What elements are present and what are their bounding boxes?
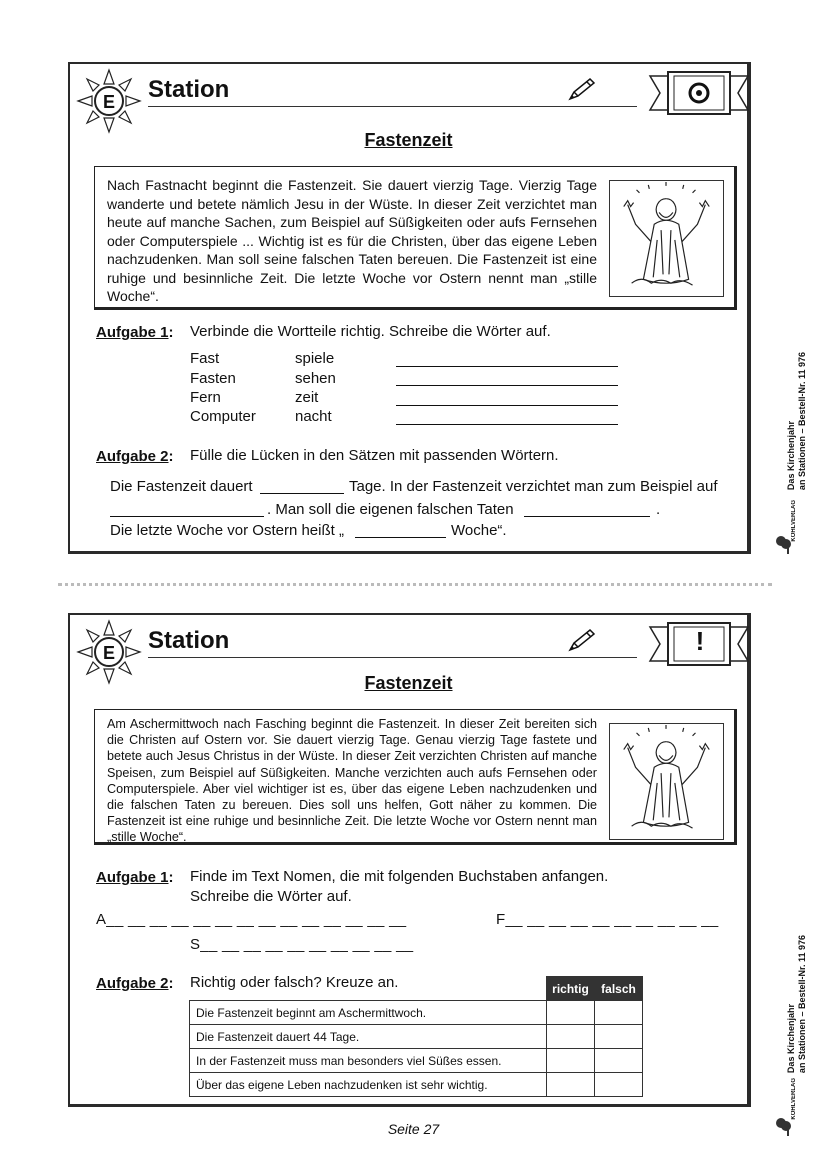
- sun-letter: E: [102, 92, 115, 112]
- task1-instruction-line1: Finde im Text Nomen, die mit folgenden Buchstaben anfangen.: [190, 868, 609, 885]
- side-title: Das Kirchenjahr: [786, 1004, 796, 1074]
- task1-label: Aufgabe 1: [96, 869, 169, 886]
- task2-colon: :: [168, 975, 174, 992]
- side-order-number: an Stationen – Bestell-Nr. 11 976: [797, 352, 807, 491]
- answer-line[interactable]: [396, 424, 618, 425]
- station-card-2: [68, 613, 751, 1107]
- jesus-praying-illustration: [609, 723, 724, 840]
- publisher-name: KOHLVERLAG: [791, 1078, 797, 1120]
- table-row: [190, 1049, 643, 1073]
- station-title: Station: [148, 76, 230, 103]
- word-left-1: Fast: [190, 350, 220, 367]
- station-card-1: [68, 62, 751, 554]
- task2-label: Aufgabe 2: [96, 975, 169, 992]
- publisher-tree-logo-icon: [774, 532, 794, 556]
- publisher-name: KOHLVERLAG: [791, 500, 797, 542]
- gap-line[interactable]: [524, 516, 650, 517]
- title-rule: [148, 106, 637, 107]
- jesus-praying-illustration: [609, 180, 724, 297]
- task2-colon: :: [168, 448, 174, 465]
- cloze-line1-start: Die Fastenzeit dauert: [110, 478, 253, 495]
- pencil-icon: [567, 627, 597, 653]
- answer-line[interactable]: [396, 366, 618, 367]
- letter-f-blanks[interactable]: F__ __ __ __ __ __ __ __ __ __: [496, 911, 719, 928]
- word-right-1: spiele: [295, 350, 335, 367]
- task2-label: Aufgabe 2: [96, 448, 169, 465]
- cut-line-divider: [58, 583, 772, 586]
- letter-a-blanks[interactable]: A__ __ __ __ __ __ __ __ __ __ __ __ __ __: [96, 911, 407, 928]
- table-row: [190, 1025, 643, 1049]
- checkbox-falsch[interactable]: [595, 1073, 643, 1097]
- true-false-table: [189, 976, 643, 1097]
- statement-cell: Über das eigene Leben nachzudenken ist sehr wichtig.: [190, 1073, 547, 1097]
- word-left-3: Fern: [190, 389, 221, 406]
- reading-text-box: [94, 166, 737, 310]
- banner-exclamation: !: [695, 626, 705, 656]
- checkbox-richtig[interactable]: [547, 1073, 595, 1097]
- cloze-line2-mid: . Man soll die eigenen falschen Taten: [267, 501, 514, 518]
- cloze-line3-start: Die letzte Woche vor Ostern heißt „: [110, 522, 344, 539]
- table-row: [190, 1073, 643, 1097]
- page-number: Seite 27: [387, 1121, 440, 1137]
- reading-text-box: [94, 709, 737, 845]
- task1-instruction-line2: Schreibe die Wörter auf.: [190, 888, 352, 905]
- gap-line[interactable]: [355, 537, 446, 538]
- ribbon-banner: [648, 70, 750, 116]
- word-right-4: nacht: [295, 408, 332, 425]
- statement-cell: Die Fastenzeit dauert 44 Tage.: [190, 1025, 547, 1049]
- table-row: [190, 1001, 643, 1025]
- answer-line[interactable]: [396, 405, 618, 406]
- statement-cell: In der Fastenzeit muss man besonders viel Süßes essen.: [190, 1049, 547, 1073]
- reading-paragraph: Nach Fastnacht beginnt die Fastenzeit. Sie dauert vierzig Tage. Vierzig Tage wanderte und betete nämlich Jesu in der Wüste. In dieser Zeit verzichtet man heute auf manche Sachen, zum Beispiel auf Süßigkeiten oder aufs Fernsehen oder Computerspiele ... Wichtig ist es für die Christen, über das eigene Leben nachzudenken. Man soll seine falschen Taten bereuen. Die Fastenzeit ist eine ruhige und besinnliche Zeit. Die letzte Woche vor Ostern nennt man „stille Woche“.: [107, 177, 597, 304]
- subject-title: Fastenzeit: [364, 130, 453, 150]
- side-title: Das Kirchenjahr: [786, 421, 796, 491]
- checkbox-falsch[interactable]: [595, 1025, 643, 1049]
- cloze-line3-end: Woche“.: [451, 522, 507, 539]
- statement-cell: Die Fastenzeit beginnt am Aschermittwoch.: [190, 1001, 547, 1025]
- letter-s-blanks[interactable]: S__ __ __ __ __ __ __ __ __ __: [190, 936, 414, 953]
- side-order-number: an Stationen – Bestell-Nr. 11 976: [797, 935, 807, 1074]
- title-rule: [148, 657, 637, 658]
- task1-label: Aufgabe 1: [96, 324, 169, 341]
- station-title: Station: [148, 627, 230, 654]
- checkbox-richtig[interactable]: [547, 1001, 595, 1025]
- task2-instruction: Richtig oder falsch? Kreuze an.: [190, 974, 399, 991]
- reading-paragraph: Am Aschermittwoch nach Fasching beginnt die Fastenzeit. In dieser Zeit bereiten sich die Christen auf Ostern vor. Sie dauert vierzig Tage. Genau vierzig Tage fastete und betete auch Jesus Christus in der Wüste. In dieser Zeit verzichten Christen auf manche Speisen, zum Beispiel auf Süßigkeiten. Manche verzichten auch aufs Fernsehen oder Computerspiele. Aber viel wichtiger ist es, über das eigene Leben nachzudenken und die falschen Taten zu bereuen. Dies soll uns helfen, Gott näher zu kommen. Die Fastenzeit ist eine ruhige und besinnliche Zeit. Die letzte Woche vor Ostern nennt man „stille Woche“.: [107, 717, 597, 845]
- word-right-3: zeit: [295, 389, 319, 406]
- pencil-icon: [567, 76, 597, 102]
- gap-line[interactable]: [110, 516, 264, 517]
- column-falsch: falsch: [595, 977, 643, 1001]
- checkbox-falsch[interactable]: [595, 1001, 643, 1025]
- word-left-4: Computer: [190, 408, 256, 425]
- column-richtig: richtig: [547, 977, 595, 1001]
- task1-colon: :: [168, 324, 174, 341]
- task1-colon: :: [168, 869, 174, 886]
- subject-title: Fastenzeit: [364, 673, 453, 693]
- task1-instruction: Verbinde die Wortteile richtig. Schreibe die Wörter auf.: [190, 323, 551, 340]
- answer-line[interactable]: [396, 385, 618, 386]
- word-right-2: sehen: [295, 370, 336, 387]
- checkbox-richtig[interactable]: [547, 1025, 595, 1049]
- sun-letter: E: [102, 643, 115, 663]
- checkbox-richtig[interactable]: [547, 1049, 595, 1073]
- side-publication-note: [786, 935, 808, 1073]
- side-publication-note: [786, 352, 808, 490]
- gap-line[interactable]: [260, 493, 344, 494]
- cloze-line2-end: .: [656, 501, 661, 518]
- checkbox-falsch[interactable]: [595, 1049, 643, 1073]
- cloze-line1-end: Tage. In der Fastenzeit verzichtet man zum Beispiel auf: [349, 478, 718, 495]
- task2-instruction: Fülle die Lücken in den Sätzen mit passenden Wörtern.: [190, 447, 559, 464]
- word-left-2: Fasten: [190, 370, 236, 387]
